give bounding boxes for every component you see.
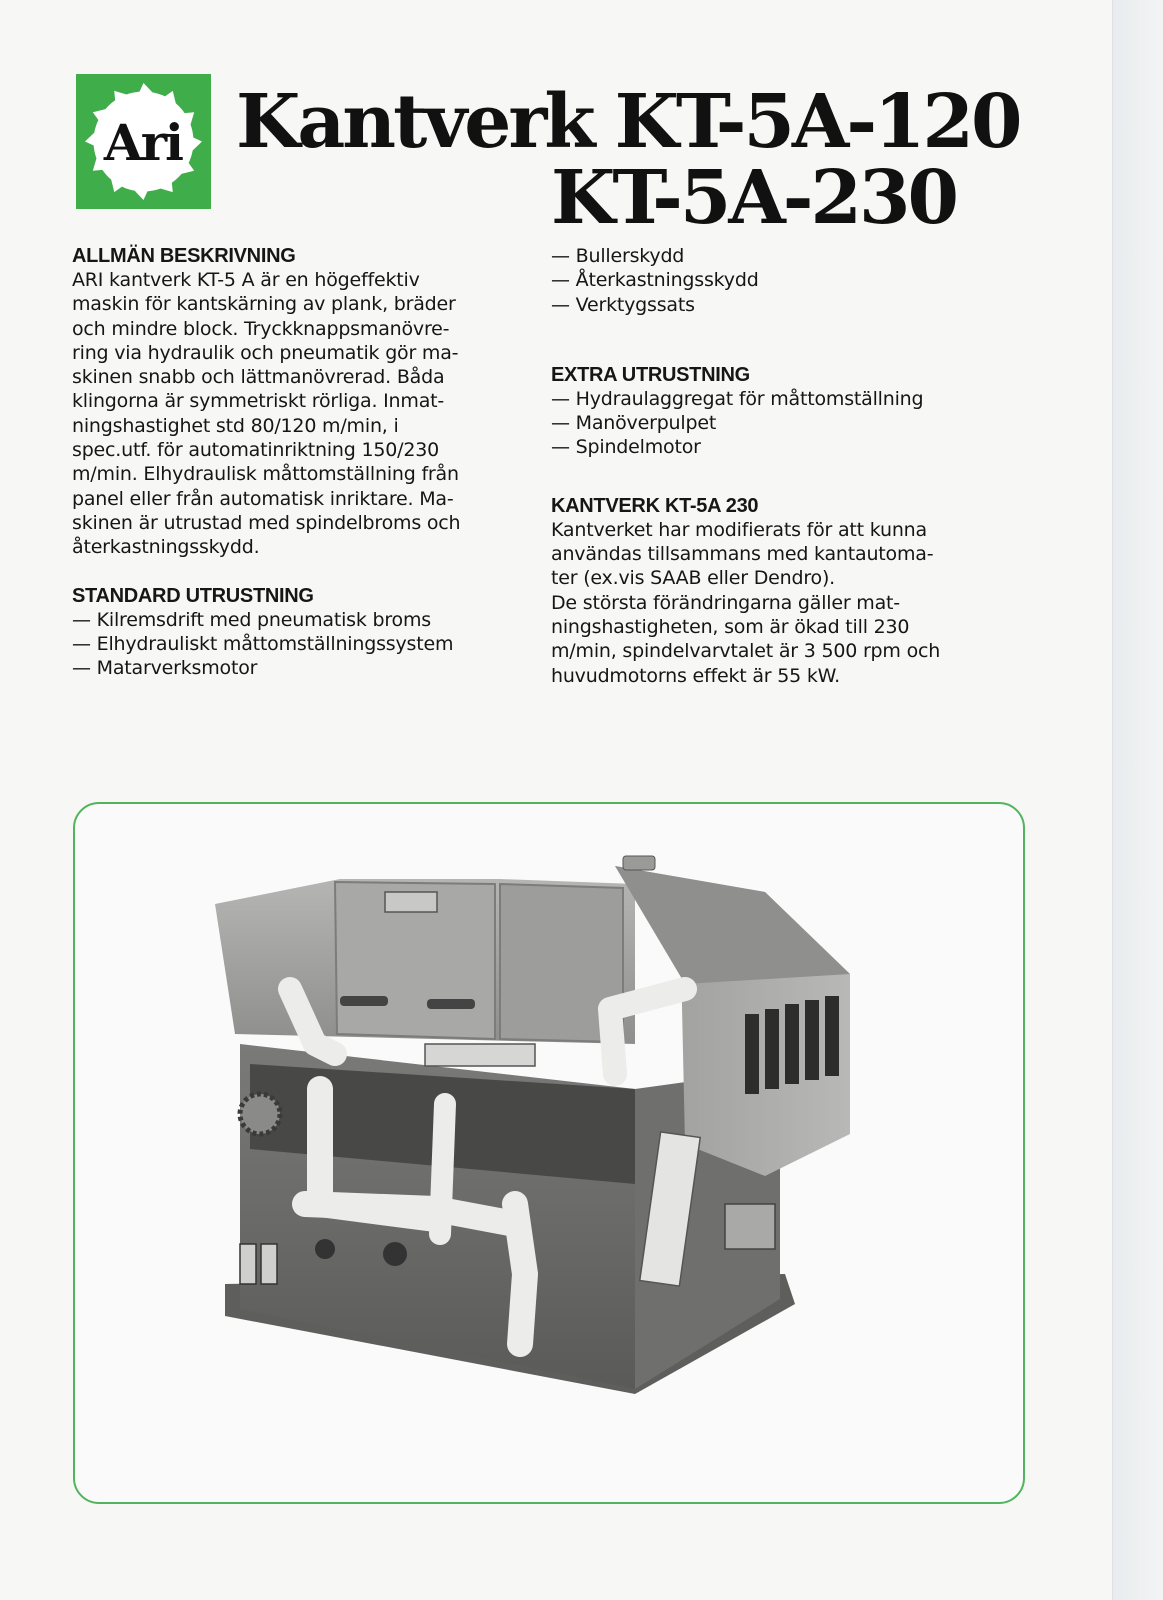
text-line: spec.utf. för automatinriktning 150/230 xyxy=(72,439,439,462)
right-column xyxy=(551,244,981,688)
page-edge xyxy=(1112,0,1163,1600)
standard-cont-list xyxy=(551,244,981,317)
title-brand: Kantverk xyxy=(236,79,593,165)
text-line: klingorna är symmetriskt rörliga. Inmat- xyxy=(72,390,445,413)
text-line: användas tillsammans med kantautoma- xyxy=(551,543,934,566)
general-paragraph xyxy=(72,268,522,560)
list-item: — Matarverksmotor xyxy=(72,656,522,680)
list-item: — Verktygssats xyxy=(551,293,981,317)
text-line: Kantverket har modifierats för att kunna xyxy=(551,518,927,541)
title-model-230: KT-5A-230 xyxy=(551,155,956,241)
list-item: — Återkastningsskydd xyxy=(551,268,981,292)
list-item: — Elhydrauliskt måttomställningssystem xyxy=(72,632,522,656)
extra-list xyxy=(551,387,981,460)
list-item: — Bullerskydd xyxy=(551,244,981,268)
text-line: huvudmotorns effekt är 55 kW. xyxy=(551,664,840,687)
text-line: skinen snabb och lättmanövrerad. Båda xyxy=(72,366,445,389)
list-item: — Kilremsdrift med pneumatisk broms xyxy=(72,608,522,632)
left-column xyxy=(72,244,522,680)
text-line: och mindre block. Tryckknappsmanövre- xyxy=(72,317,450,340)
text-line: m/min, spindelvarvtalet är 3 500 rpm och xyxy=(551,640,941,663)
saw-blade-icon xyxy=(76,74,211,209)
list-item: — Spindelmotor xyxy=(551,435,981,459)
section-standard-cont xyxy=(551,244,981,317)
text-line: skinen är utrustad med spindelbroms och xyxy=(72,511,461,534)
kt230-heading: KANTVERK KT-5A 230 xyxy=(551,494,759,517)
machine-photo-frame xyxy=(73,802,1025,1504)
text-line: panel eller från automatisk inriktare. Ma- xyxy=(72,487,454,510)
standard-list xyxy=(72,608,522,681)
text-line: De största förändringarna gäller mat- xyxy=(551,591,900,614)
title-model-120: KT-5A-120 xyxy=(614,79,1020,165)
text-line: m/min. Elhydraulisk måttomställning från xyxy=(72,463,459,486)
section-general xyxy=(72,244,522,560)
page-title xyxy=(236,79,1020,165)
general-heading: ALLMÄN BESKRIVNING xyxy=(72,245,296,267)
text-line: ring via hydraulik och pneumatik gör ma- xyxy=(72,341,459,364)
text-line: maskin för kantskärning av plank, bräder xyxy=(72,293,456,316)
ari-logo xyxy=(76,74,211,209)
standard-heading: STANDARD UTRUSTNING xyxy=(72,584,314,607)
text-line: ningshastighet std 80/120 m/min, i xyxy=(72,414,399,437)
list-item: — Manöverpulpet xyxy=(551,411,981,435)
section-kt230 xyxy=(551,494,981,688)
extra-heading: EXTRA UTRUSTNING xyxy=(551,363,750,386)
text-line: återkastningsskydd. xyxy=(72,536,260,559)
kt230-paragraph xyxy=(551,518,981,688)
text-line: ningshastigheten, som är ökad till 230 xyxy=(551,615,910,638)
list-item: — Hydraulaggregat för måttomställning xyxy=(551,387,981,411)
text-line: ARI kantverk KT-5 A är en högeffektiv xyxy=(72,269,420,291)
text-line: ter (ex.vis SAAB eller Dendro). xyxy=(551,567,835,590)
machine-photo xyxy=(75,804,1023,1502)
section-standard xyxy=(72,584,522,681)
section-extra xyxy=(551,363,981,460)
logo-text: Ari xyxy=(103,113,183,172)
